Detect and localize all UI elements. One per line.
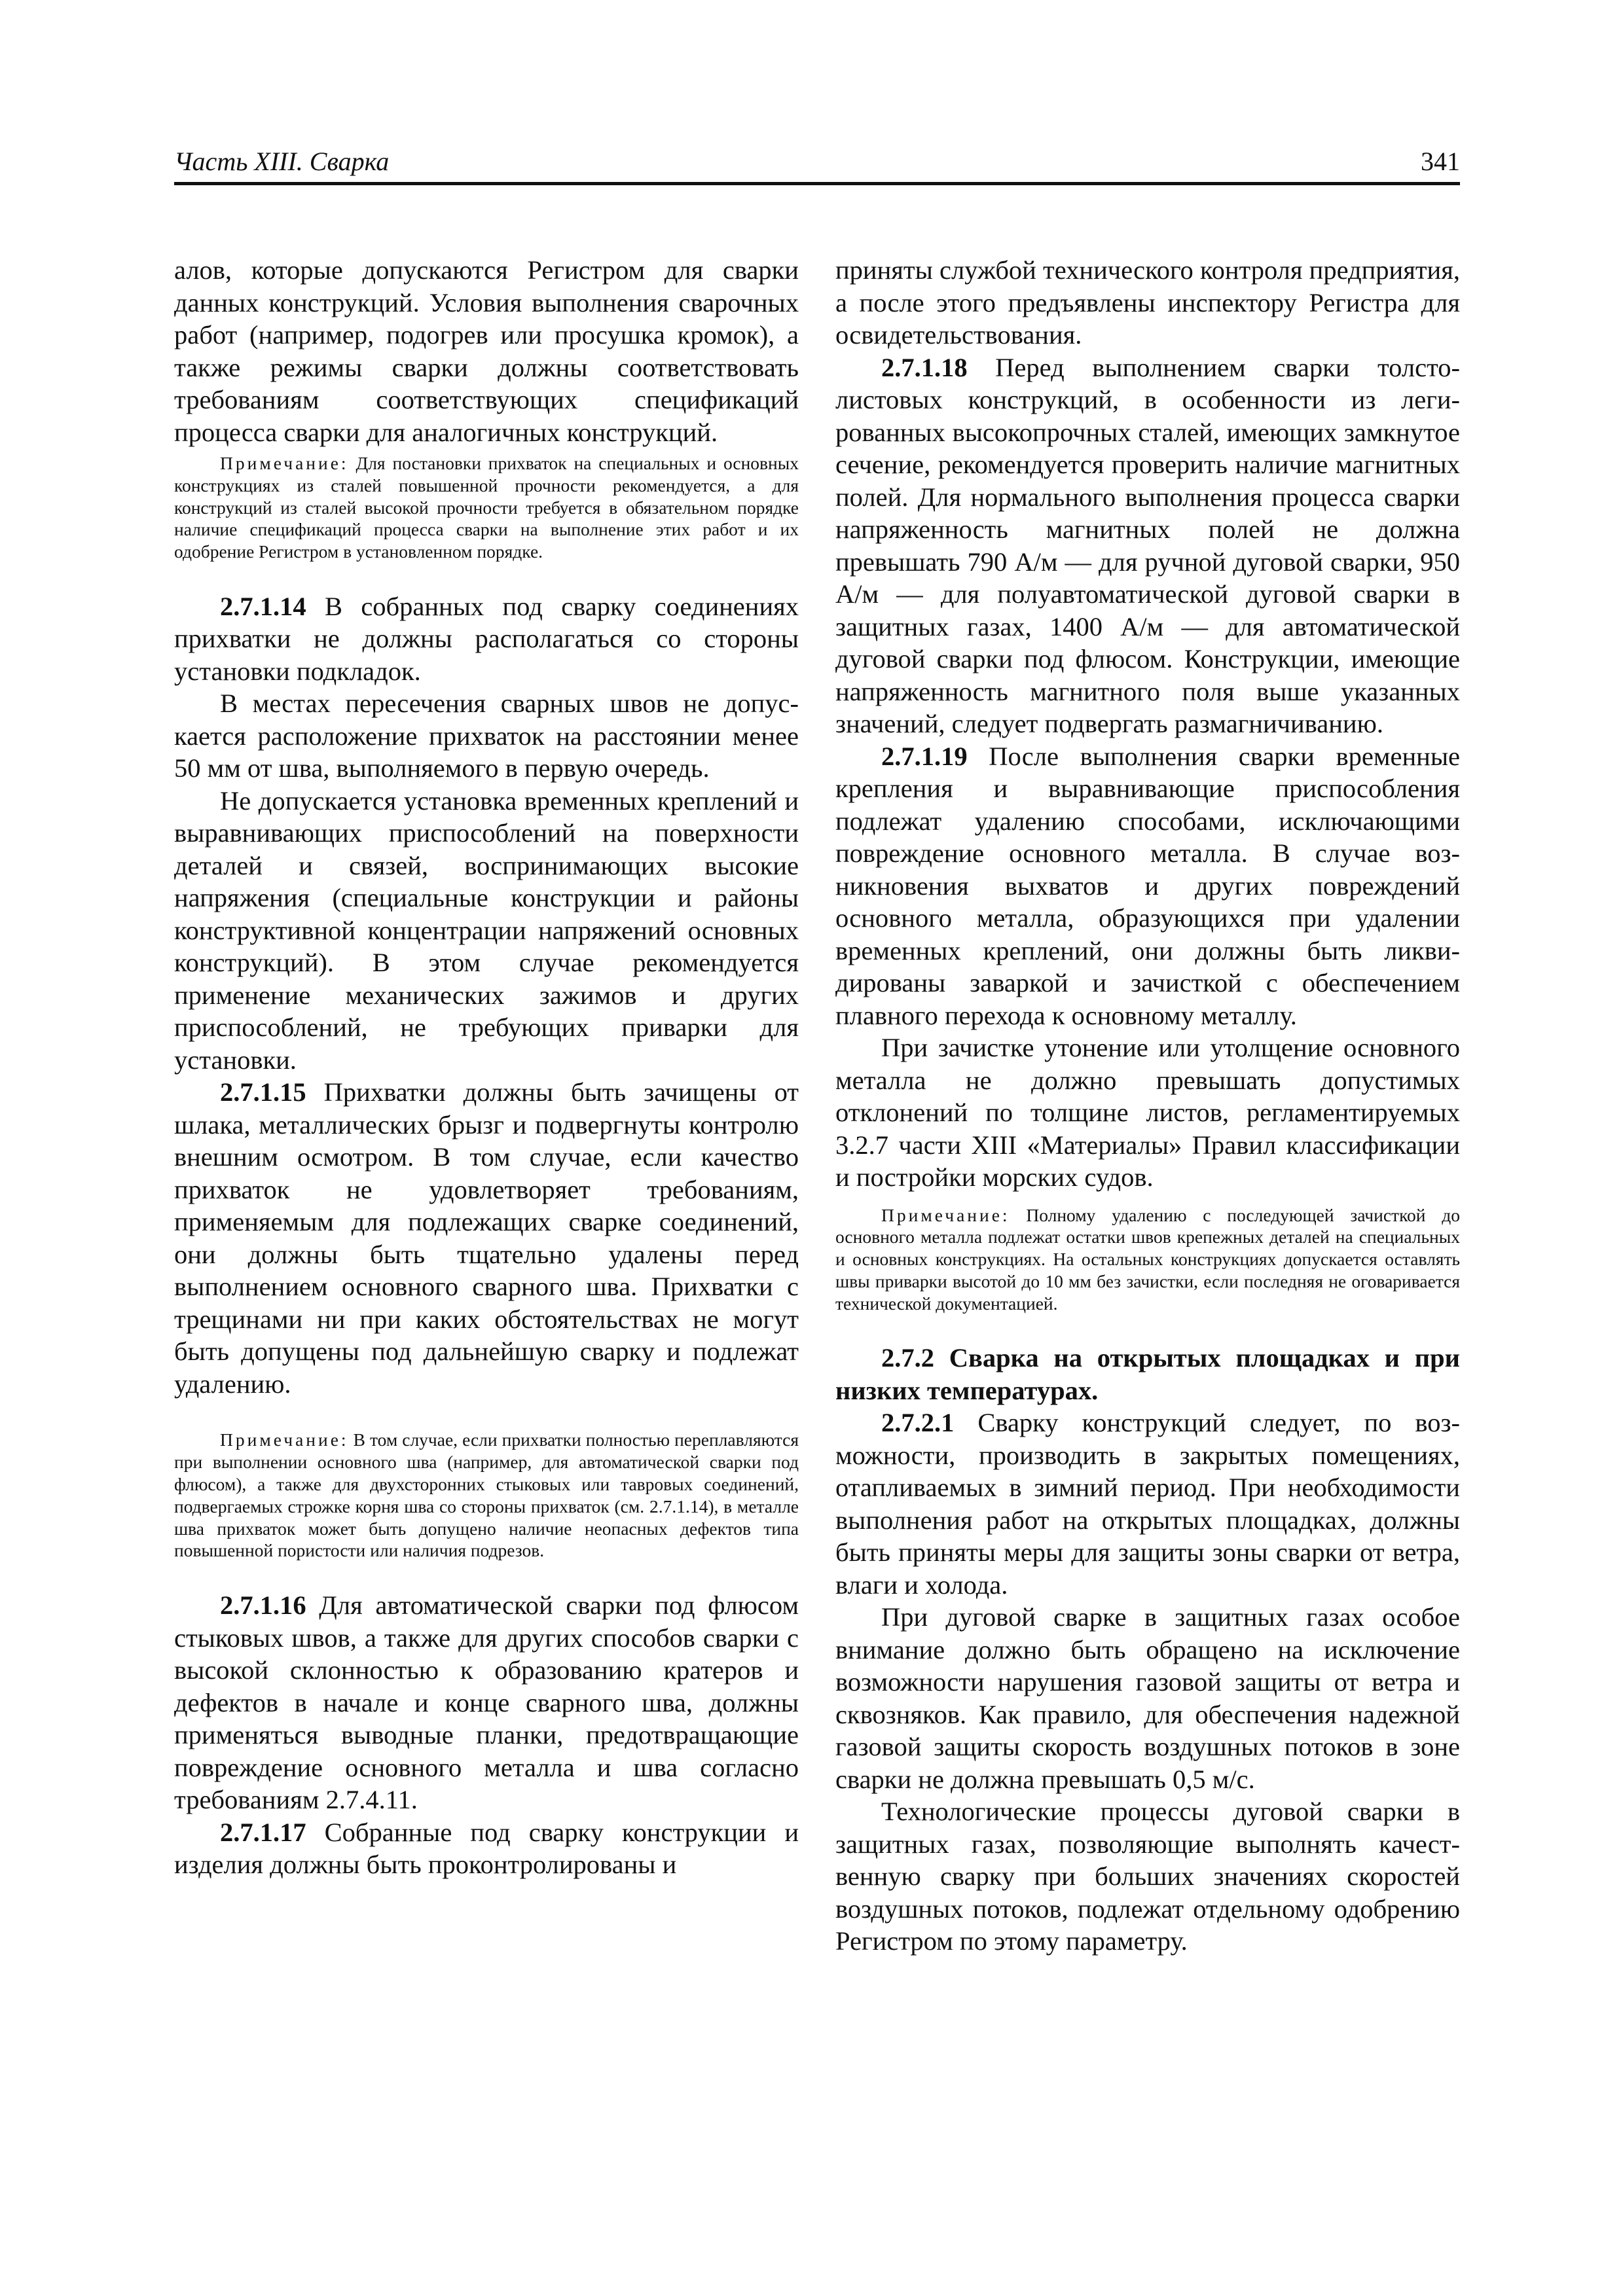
clause-number: 2.7.1.16: [220, 1590, 306, 1621]
clause-text: Перед выполнением сварки толстолистовых конструкций, в особенности из легированных высокопрочных сталей, имеющих замкнутое сечение, рекомендуется проверить наличие магнитных полей. Для нормального выполнения процесса сварки напряженность магнитных полей не должна превышать 790 А/м — для ручной дуговой сварки, 950 А/м — для полуавтоматической дуговой сварки в защитных газах, 1400 А/м — для автоматической дуговой сварки под флюсом. Конструкции, имеющие напряженность магнитного поля выше указанных значений, следует подвергать размагничиванию.: [835, 352, 1460, 738]
note-3: [835, 1204, 1460, 1315]
paragraph: При зачистке утонение или утолщение основного металла не должно превышать допустимых отклонений по толщине листов, регламентируемых 3.2.7 части XIII «Материалы» Правил классификации и постройки морских судов.: [835, 1033, 1460, 1192]
clause-text: В собранных под сварку соединениях прихватки не должны располагаться со стороны установки подкладок.: [174, 591, 799, 686]
clause-2-7-1-14: [174, 590, 799, 688]
clause-text: Для автоматической сварки под флюсом стыковых швов, а также для других способов сварки с высокой склонностью к образованию кратеров и дефектов в начале и конце сварного шва, должны применяться выводные планки, предотвращающие повреждение основного металла и шва согласно требованиям 2.7.4.11.: [174, 1590, 799, 1815]
clause-text: Сварку конструкций следует, по возможности, производить в закрытых помещениях, отапливаемых в зимний период. При необходимости выполнения работ на открытых площадках, должны быть приняты меры для защиты зоны сварки от ветра, влаги и холода.: [835, 1408, 1460, 1600]
clause-number: 2.7.1.14: [220, 591, 306, 621]
clause-2-7-1-18: [835, 351, 1460, 740]
note-text: Полному удалению с последующей зачисткой до основного металла подлежат остатки швов крепежных деталей на специальных и основных конструкциях. На остальных конструкциях допускается оставлять швы приварки высотой до 10 мм без зачистки, если последняя не оговаривается технической документацией.: [835, 1204, 1461, 1314]
note-label: Примечание:: [220, 1429, 349, 1450]
paragraph: При дуговой сварке в защитных газах особое внимание должно быть обращено на исключение возможности нарушения газовой защиты от ветра и сквозняков. Как правило, для обеспечения надежной газовой защиты скорость воздушных потоков в зоне сварки не должна превышать 0,5 м/с.: [835, 1602, 1460, 1794]
note-1: [174, 452, 799, 563]
note-label: Примечание:: [881, 1204, 1010, 1225]
paragraph-continued: приняты службой технического контроля предприятия, а после этого предъявлены инспектору Регистра для освидетельствования.: [835, 255, 1460, 350]
clause-text: Прихватки должны быть зачищены от шлака, металлических брызг и подвергнуты контролю внешним осмотром. В том случае, если качество прихваток не удовлетворяет требованиям, применяемым для подлежащих сварке соединений, они должны быть тщательно удалены перед выполнением основного сварного шва. Прихватки с трещинами ни при каких обстоятельствах не могут быть допущены под дальнейшую сварку и подлежат удалению.: [174, 1077, 799, 1399]
page-number: 341: [1421, 147, 1460, 176]
paragraph-continued: алов, которые допускаются Регистром для сварки данных конструкций. Условия выполнения сварочных работ (например, подогрев или просушка кромок), а также режимы сварки должны соответствовать требованиям соответствующих спецификаций процесса сварки для аналогичных конструкций.: [174, 255, 799, 447]
note-2: [174, 1429, 799, 1562]
clause-number: 2.7.1.15: [220, 1077, 306, 1107]
clause-number: 2.7.1.19: [881, 741, 968, 771]
clause-2-7-1-19: [835, 740, 1460, 1032]
note-label: Примечание:: [220, 453, 349, 473]
running-header: [174, 141, 1460, 185]
clause-text: После выполнения сварки временные крепления и выравнивающие приспособления подлежат удалению способами, исключающими повреждение основного металла. В случае возникновения выхватов и других повреждений основного металла, образующихся при удалении временных креплений, они должны быть ликвидированы заваркой и зачисткой с обеспечением плавного перехода к основному металлу.: [835, 741, 1461, 1030]
section-heading-2-7-2: 2.7.2 Сварка на открытых площадках и при низких температурах.: [835, 1343, 1460, 1405]
clause-2-7-2-1: [835, 1407, 1460, 1601]
note-text: В том случае, если прихватки полностью переплавляются при выполнении основного шва (например, для автоматической сварки под флюсом), а также для двухсторонних стыковых или тавровых соединений, подвергаемых строжке корня шва со стороны прихваток (см. 2.7.1.14), в металле шва прихваток может быть допущено наличие неопасных дефектов типа повышенной пористости или наличия подрезов.: [174, 1429, 799, 1561]
note-text: Для постановки прихваток на специальных и основных конструкциях из сталей повышенной прочности рекомендуется, а для конструкций из сталей высокой прочности требуется в обязательном порядке наличие спецификаций процесса сварки на выполнение этих работ и их одобрение Регистром в установленном порядке.: [174, 453, 799, 562]
paragraph: В местах пересечения сварных швов не допускается расположение прихваток на расстоянии менее 50 мм от шва, выполняемого в первую очередь.: [174, 689, 799, 783]
left-column: [174, 254, 799, 1881]
clause-2-7-1-15: [174, 1076, 799, 1400]
clause-number: 2.7.2.1: [881, 1408, 955, 1438]
right-column: [835, 254, 1460, 1958]
clause-text: Собранные под сварку конструкции и изделия должны быть проконтролированы и: [174, 1817, 799, 1880]
paragraph: Не допускается установка временных креплений и выравнивающих приспособлений на поверхности деталей и связей, воспринимающих высокие напряжения (специальные конструкции и районы конструктивной концентрации напряжений основных конструкций). В этом случае рекомендуется применение механических зажимов и других приспособлений, не требующих приварки для установки.: [174, 785, 799, 1075]
clause-number: 2.7.1.17: [220, 1817, 306, 1847]
clause-2-7-1-17: [174, 1816, 799, 1881]
running-header-title: Часть XIII. Сварка: [174, 147, 390, 176]
clause-number: 2.7.1.18: [881, 352, 968, 382]
paragraph: Технологические процессы дуговой сварки в защитных газах, позволяющие выполнять качественную сварку при больших значениях скоростей воздушных потоков, подлежат отдельному одобрению Регистром по этому параметру.: [835, 1797, 1460, 1956]
clause-2-7-1-16: [174, 1589, 799, 1816]
